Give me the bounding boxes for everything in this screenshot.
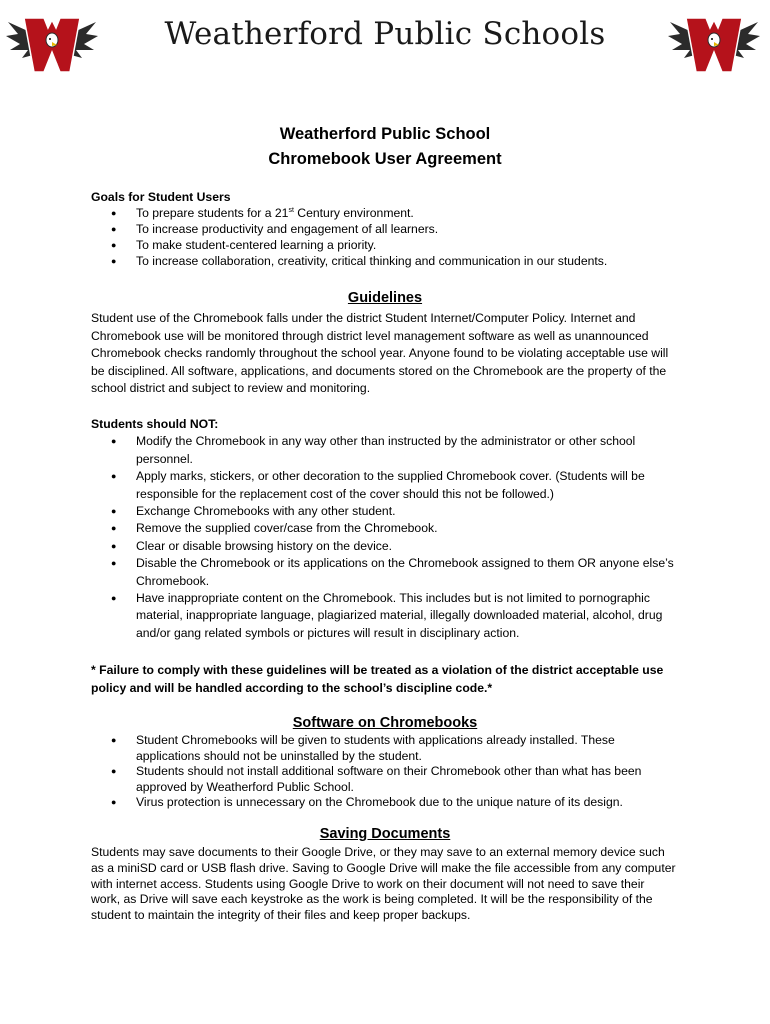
logo-letter: W <box>708 63 720 73</box>
goal-text-pre: To prepare students for a 21 <box>136 206 289 220</box>
document-title-line1: Weatherford Public School <box>279 125 491 143</box>
warning-section <box>91 661 666 697</box>
document-title-line2: Chromebook User Agreement <box>268 150 502 168</box>
list-item: ● Modify the Chromebook in any way other than instructed by the administrator or other school personnel. <box>91 433 681 468</box>
should-not-list <box>91 433 681 642</box>
saving-body: Students may save documents to their Google Drive, or they may save to an external memory device such as a miniSD card or USB flash drive. Saving to Google Drive will make the file accessible from any computer with internet access. Students using Google Drive to work on their document will not need to save their work, as Drive will save each keystroke as the work is being completed. It will be the responsibility of the student to maintain the integrity of their files and keep proper backups. <box>91 845 676 923</box>
should-not-section <box>91 416 681 642</box>
saving-heading: Saving Documents <box>319 826 451 842</box>
goals-heading: Goals for Student Users <box>91 190 231 204</box>
saving-section <box>91 845 676 924</box>
list-item: ● To make student-centered learning a priority. <box>91 237 681 253</box>
list-item: ● Have inappropriate content on the Chromebook. This includes but is not limited to pornographic material, inappropriate language, plagiarized material, illegally downloaded material, alcohol, drug and/or gang related symbols or pictures will result in disciplinary action. <box>91 590 681 642</box>
software-list <box>91 733 646 811</box>
list-item: ● Virus protection is unnecessary on the Chromebook due to the unique nature of its design. <box>91 795 646 811</box>
eagle-head-icon <box>708 33 720 47</box>
software-section <box>91 733 646 811</box>
should-not-heading: Students should NOT: <box>91 417 219 431</box>
guidelines-heading: Guidelines <box>347 290 423 306</box>
document-title <box>0 122 770 172</box>
guidelines-body: Student use of the Chromebook falls under the district Student Internet/Computer Policy. Internet and Chromebook use will be monitored through district level management software as well as unannounced Chromebook checks randomly throughout the school year. Anyone found to be violating acceptable use will be disciplined. All software, applications, and documents stored on the Chromebook are the property of the school district and subject to review and monitoring. <box>91 311 669 396</box>
list-item: ● Student Chromebooks will be given to students with applications already installed. These applications should not be uninstalled by the student. <box>91 733 646 764</box>
school-header: Weatherford Public Schools <box>164 16 606 52</box>
goal-superscript: st <box>288 206 294 214</box>
list-item: ● Clear or disable browsing history on the device. <box>91 538 681 555</box>
eagle-logo-right <box>666 12 762 78</box>
list-item: ● Exchange Chromebooks with any other student. <box>91 503 681 520</box>
goals-list <box>91 205 681 269</box>
list-item: ● To increase productivity and engagement of all learners. <box>91 221 681 237</box>
list-item: ● Students should not install additional software on their Chromebook other than what has been approved by Weatherford Public School. <box>91 764 646 795</box>
goals-section <box>91 189 681 269</box>
list-item: ● To increase collaboration, creativity, critical thinking and communication in our students. <box>91 253 681 269</box>
logo-letter: W <box>46 63 58 73</box>
list-item: ● Remove the supplied cover/case from the Chromebook. <box>91 520 681 537</box>
goal-text-post: Century environment. <box>293 206 414 220</box>
warning-text: * Failure to comply with these guidelines will be treated as a violation of the district acceptable use policy and will be handled according to the school’s discipline code.* <box>91 663 664 695</box>
list-item <box>91 205 681 221</box>
guidelines-section <box>91 310 676 398</box>
list-item: ● Disable the Chromebook or its applications on the Chromebook assigned to them OR anyone else’s Chromebook. <box>91 555 681 590</box>
list-item: ● Apply marks, stickers, or other decoration to the supplied Chromebook cover. (Students will be responsible for the replacement cost of the cover should this not be followed.) <box>91 468 681 503</box>
software-heading: Software on Chromebooks <box>292 715 478 731</box>
